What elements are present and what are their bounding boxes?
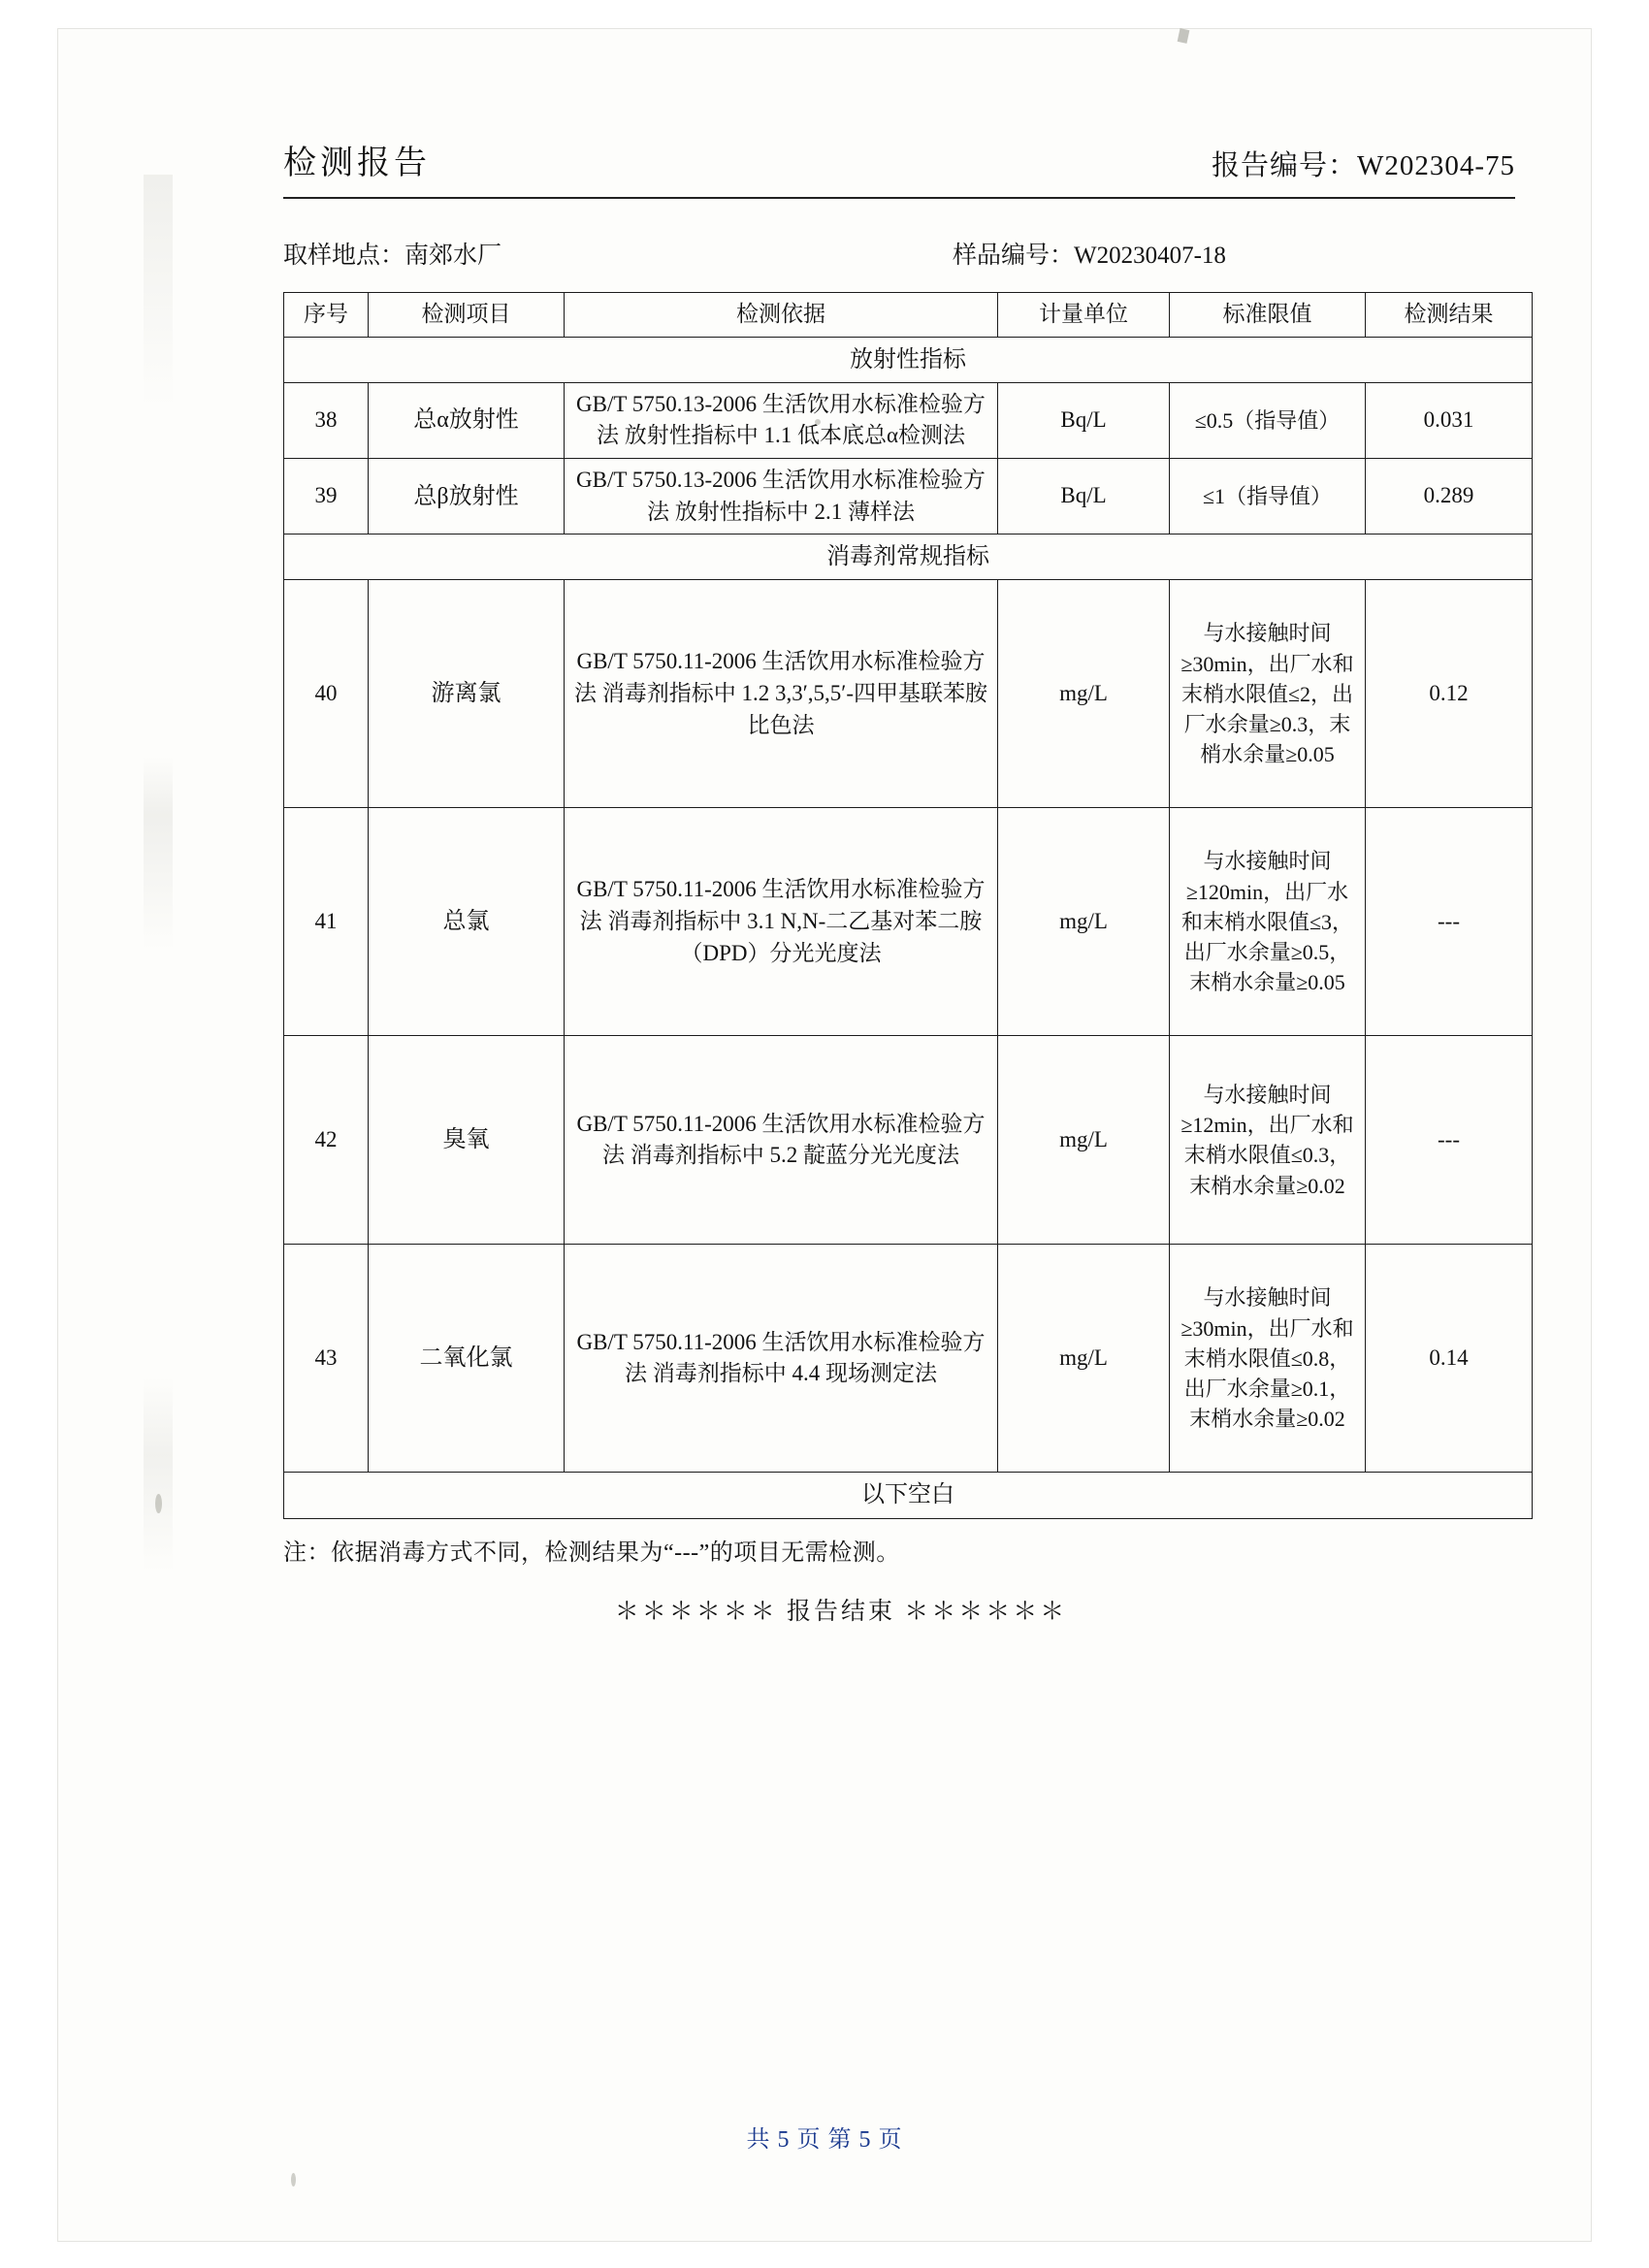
report-number <box>1212 144 1515 183</box>
scan-speck <box>291 2173 296 2187</box>
cell-result: 0.12 <box>1366 580 1533 808</box>
document-header <box>283 136 1515 195</box>
cell-item: 二氧化氯 <box>369 1245 565 1473</box>
sampling-location <box>283 236 953 271</box>
cell-no: 42 <box>284 1036 369 1245</box>
sample-number-value: W20230407-18 <box>1074 243 1226 269</box>
table-row <box>284 580 1533 808</box>
section-label-disinfectant: 消毒剂常规指标 <box>284 535 1533 580</box>
section-label-radioactivity: 放射性指标 <box>284 337 1533 382</box>
column-header-result: 检测结果 <box>1366 293 1533 338</box>
cell-no: 43 <box>284 1245 369 1473</box>
cell-limit: 与水接触时间≥30min，出厂水和末梢水限值≤0.8，出厂水余量≥0.1，末梢水余量≥0.02 <box>1170 1245 1366 1473</box>
column-header-no: 序号 <box>284 293 369 338</box>
column-header-basis: 检测依据 <box>565 293 998 338</box>
cell-item: 总β放射性 <box>369 459 565 535</box>
cell-unit: Bq/L <box>998 459 1170 535</box>
cell-basis: GB/T 5750.11-2006 生活饮用水标准检验方法 消毒剂指标中 5.2 靛蓝分光光度法 <box>565 1036 998 1245</box>
cell-no: 40 <box>284 580 369 808</box>
cell-result: 0.031 <box>1366 382 1533 458</box>
cell-basis: GB/T 5750.13-2006 生活饮用水标准检验方法 放射性指标中 2.1 薄样法 <box>565 459 998 535</box>
cell-basis: GB/T 5750.11-2006 生活饮用水标准检验方法 消毒剂指标中 1.2 3,3′,5,5′-四甲基联苯胺比色法 <box>565 580 998 808</box>
table-row <box>284 1036 1533 1245</box>
cell-no: 41 <box>284 808 369 1036</box>
report-number-label: 报告编号： <box>1211 150 1357 181</box>
page-title: 检测报告 <box>283 146 431 181</box>
scan-speck <box>155 1494 162 1513</box>
sample-number-label: 样品编号： <box>953 243 1075 269</box>
cell-limit: 与水接触时间≥120min，出厂水和末梢水限值≤3，出厂水余量≥0.5，末梢水余量≥0.05 <box>1170 808 1366 1036</box>
cell-unit: mg/L <box>998 1036 1170 1245</box>
table-note: 注：依据消毒方式不同，检测结果为“---”的项目无需检测。 <box>283 1539 900 1566</box>
cell-item: 臭氧 <box>369 1036 565 1245</box>
table-row <box>284 808 1533 1036</box>
cell-no: 38 <box>284 382 369 458</box>
cell-unit: Bq/L <box>998 382 1170 458</box>
cell-limit: ≤0.5（指导值） <box>1170 382 1366 458</box>
report-end-mark: ＊＊＊＊＊＊ 报告结束 ＊＊＊＊＊＊ <box>614 1598 1068 1625</box>
cell-limit: 与水接触时间≥12min，出厂水和末梢水限值≤0.3，末梢水余量≥0.02 <box>1170 1036 1366 1245</box>
document-content <box>283 136 1515 1627</box>
results-table <box>283 292 1533 1519</box>
section-row <box>284 535 1533 580</box>
column-header-unit: 计量单位 <box>998 293 1170 338</box>
cell-basis: GB/T 5750.13-2006 生活饮用水标准检验方法 放射性指标中 1.1 低本底总α检测法 <box>565 382 998 458</box>
cell-result: 0.14 <box>1366 1245 1533 1473</box>
cell-item: 总氯 <box>369 808 565 1036</box>
sampling-location-label: 取样地点： <box>283 243 405 269</box>
table-row <box>284 459 1533 535</box>
cell-limit: 与水接触时间≥30min，出厂水和末梢水限值≤2，出厂水余量≥0.3，末梢水余量≥0.05 <box>1170 580 1366 808</box>
column-header-item: 检测项目 <box>369 293 565 338</box>
blank-row <box>284 1473 1533 1518</box>
sample-info <box>283 236 1515 271</box>
cell-item: 游离氯 <box>369 580 565 808</box>
column-header-limit: 标准限值 <box>1170 293 1366 338</box>
cell-result: 0.289 <box>1366 459 1533 535</box>
table-header-row <box>284 293 1533 338</box>
table-row <box>284 1245 1533 1473</box>
table-row <box>284 382 1533 458</box>
blank-row-label: 以下空白 <box>284 1473 1533 1518</box>
header-divider <box>283 197 1515 199</box>
cell-result: --- <box>1366 808 1533 1036</box>
cell-basis: GB/T 5750.11-2006 生活饮用水标准检验方法 消毒剂指标中 4.4 现场测定法 <box>565 1245 998 1473</box>
cell-unit: mg/L <box>998 580 1170 808</box>
cell-unit: mg/L <box>998 808 1170 1036</box>
cell-item: 总α放射性 <box>369 382 565 458</box>
sampling-location-value: 南郊水厂 <box>404 243 502 269</box>
cell-result: --- <box>1366 1036 1533 1245</box>
sample-number <box>953 236 1515 271</box>
cell-limit: ≤1（指导值） <box>1170 459 1366 535</box>
cell-unit: mg/L <box>998 1245 1170 1473</box>
cell-no: 39 <box>284 459 369 535</box>
section-row <box>284 337 1533 382</box>
cell-basis: GB/T 5750.11-2006 生活饮用水标准检验方法 消毒剂指标中 3.1 N,N-二乙基对苯二胺（DPD）分光光度法 <box>565 808 998 1036</box>
report-number-value: W202304-75 <box>1356 150 1515 181</box>
page-footer: 共 5 页 第 5 页 <box>746 2127 903 2153</box>
